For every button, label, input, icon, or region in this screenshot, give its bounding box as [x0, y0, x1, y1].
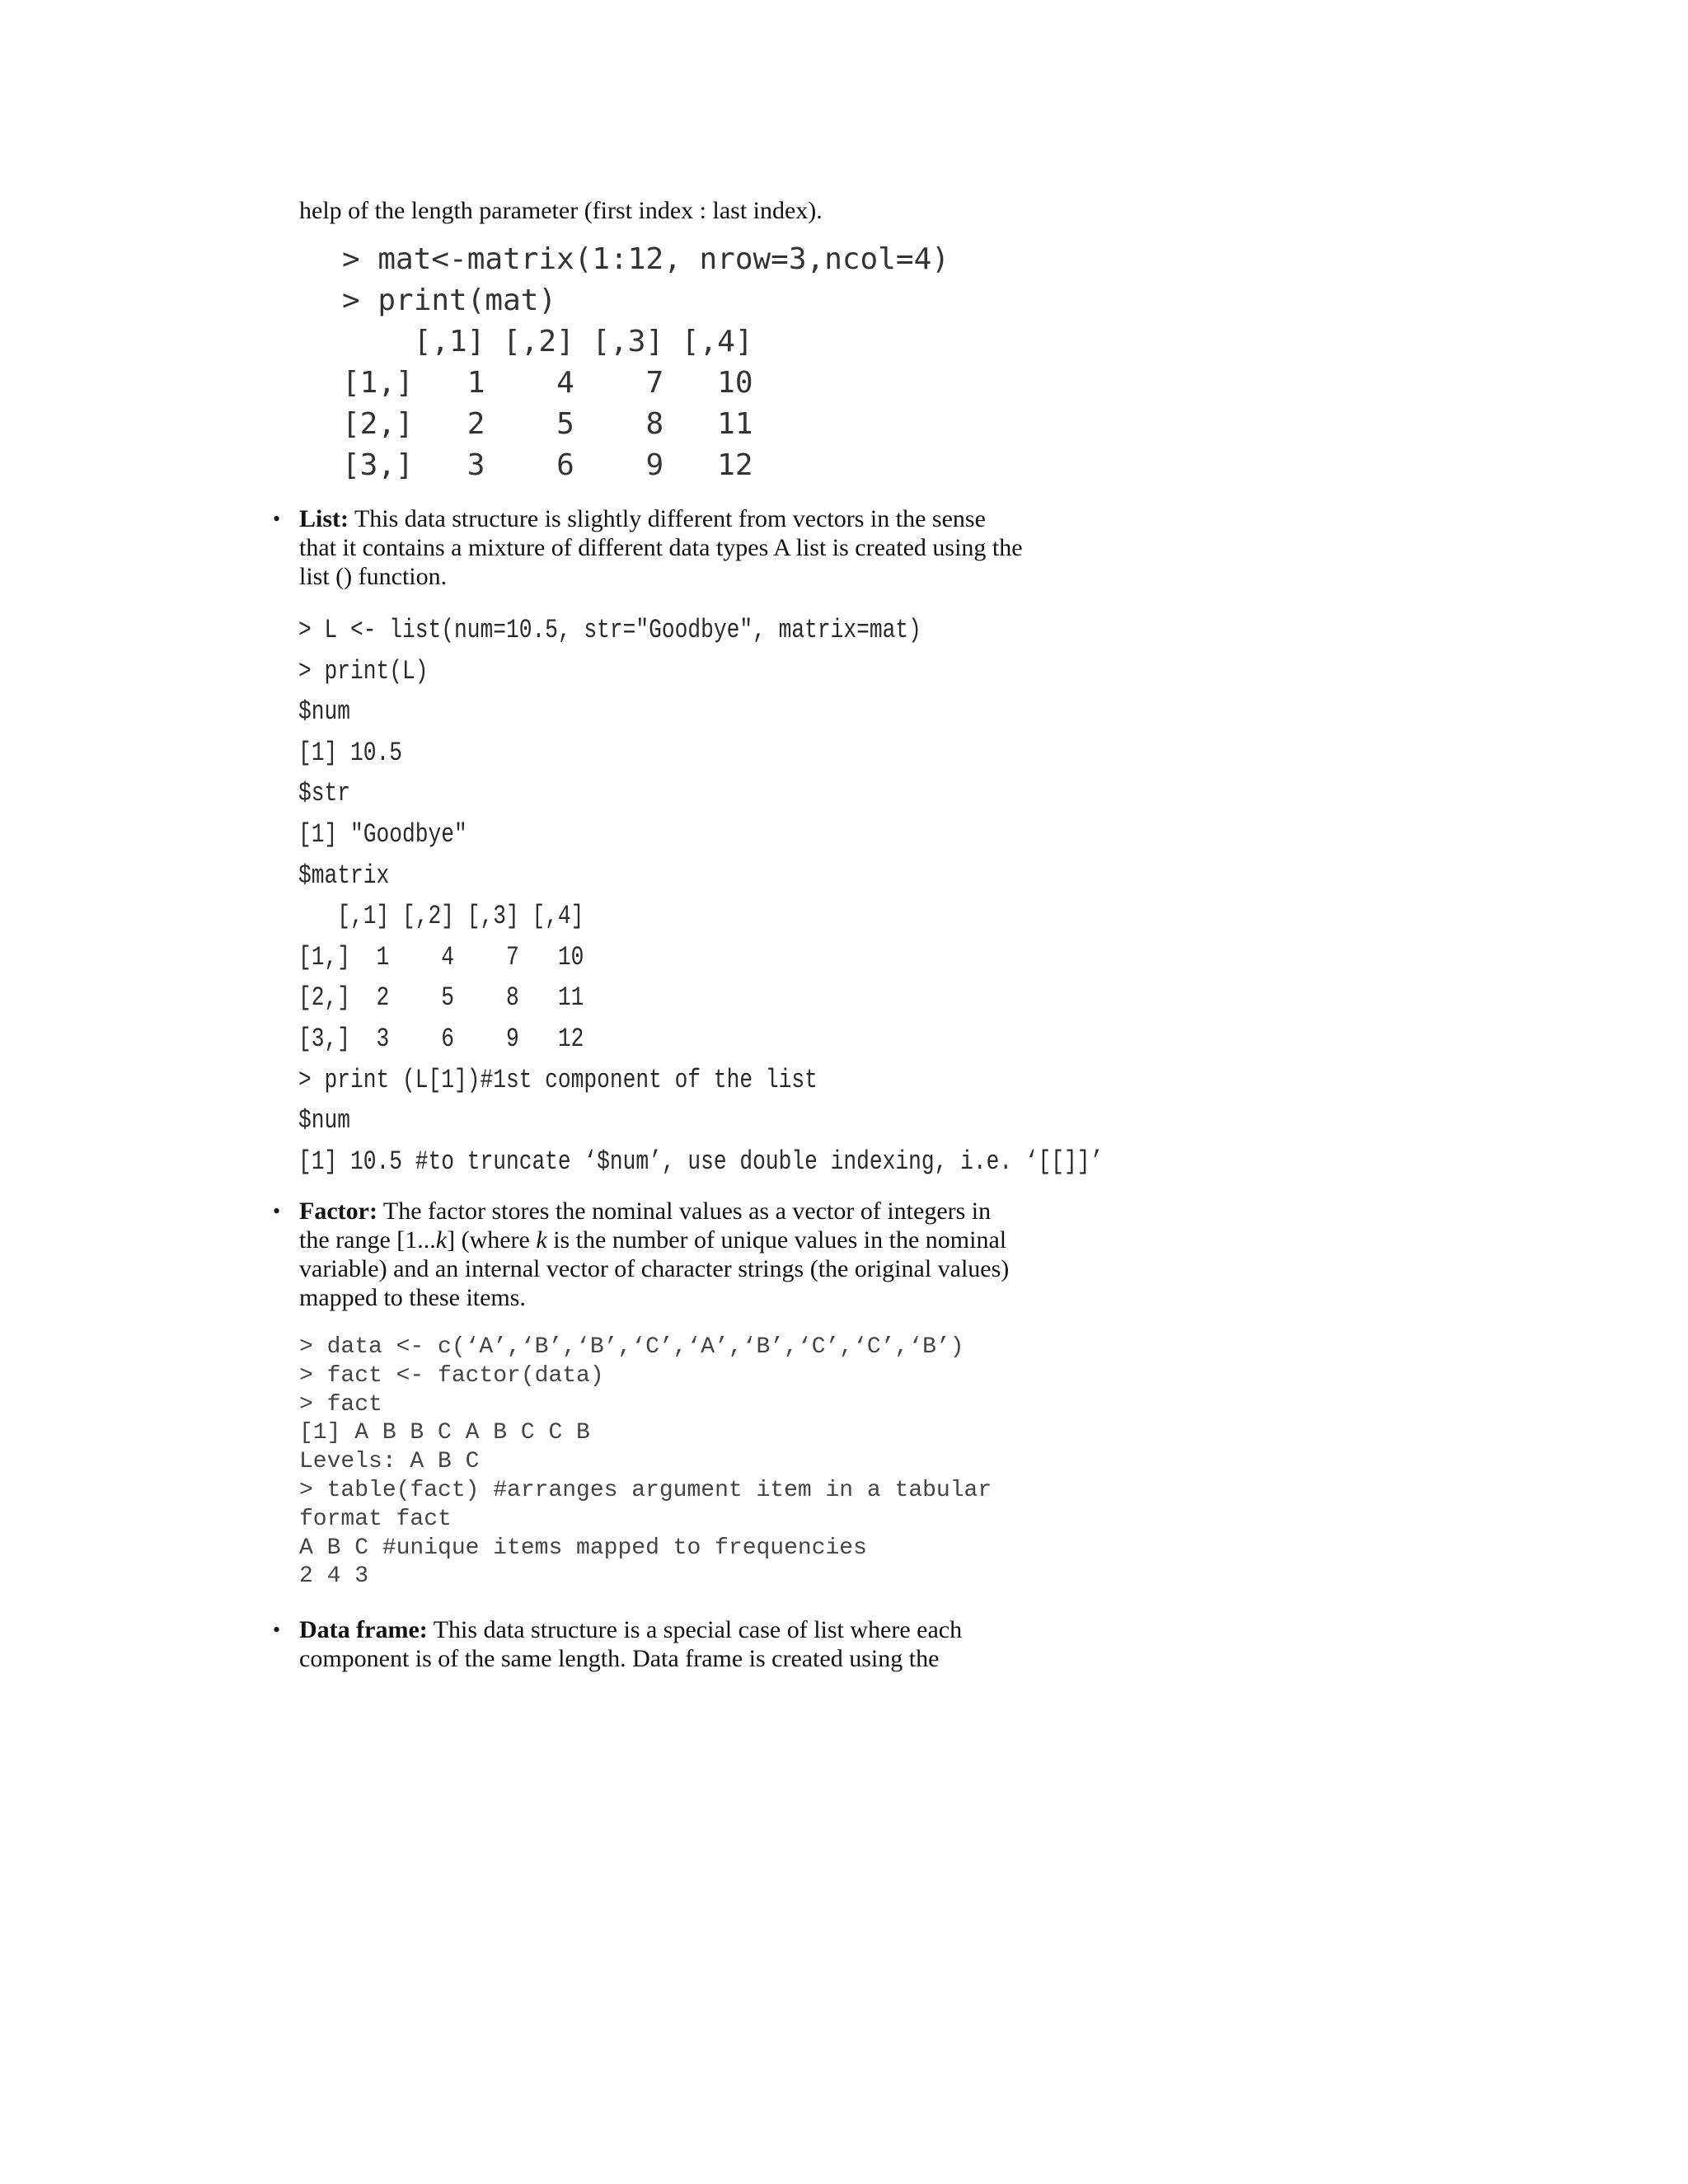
factor-k-italic: k — [536, 1226, 547, 1254]
factor-text: is the number of unique values in the nominal variable) and an internal vector of character strings (the original values) mapped to these items. — [299, 1226, 1010, 1311]
code-line: > fact <- factor(data) — [299, 1362, 604, 1389]
code-line: [,1] [,2] [,3] [,4] — [298, 901, 584, 932]
code-line: [1,] 1 4 7 10 — [298, 941, 584, 972]
code-line: A B C #unique items mapped to frequencies — [299, 1535, 867, 1561]
code-line: $num — [298, 1105, 350, 1137]
code-line: [1] "Goodbye" — [298, 818, 467, 850]
code-line: [2,] 2 5 8 11 — [298, 982, 584, 1014]
factor-text: ] (where — [447, 1226, 537, 1254]
code-line: > print (L[1])#1st component of the list — [298, 1064, 818, 1095]
code-line: format fact — [299, 1506, 452, 1532]
list-heading: List: — [299, 505, 349, 532]
code-line: $str — [298, 778, 350, 809]
dataframe-bullet-item — [273, 1615, 1025, 1673]
list-description: This data structure is slightly different from vectors in the sense that it contains a mixture of different data types A list is created using the list () function. — [299, 505, 1023, 590]
code-line: [1] A B B C A B C C B — [299, 1420, 590, 1446]
list-bullet-item — [273, 504, 1025, 591]
factor-code-block — [299, 1333, 992, 1591]
factor-heading: Factor: — [299, 1197, 377, 1225]
code-line: 2 4 3 — [299, 1563, 369, 1590]
intro-paragraph: help of the length parameter (first index : last index). — [299, 197, 823, 224]
bullet-icon: • — [273, 1618, 281, 1642]
code-line: > print(L) — [298, 655, 429, 687]
dataframe-description: This data structure is a special case of list where each component is of the same length. Data frame is created using the — [299, 1616, 963, 1672]
code-line: > table(fact) #arranges argument item in a tabular — [299, 1477, 992, 1503]
dataframe-heading: Data frame: — [299, 1616, 428, 1643]
code-line: [1] 10.5 — [298, 737, 402, 768]
bullet-icon: • — [273, 507, 281, 531]
code-line: > L <- list(num=10.5, str="Goodbye", matrix=mat) — [298, 615, 921, 645]
code-line: > print(mat) — [342, 284, 557, 317]
code-line: Levels: A B C — [299, 1449, 480, 1475]
code-line: [1] 10.5 #to truncate ‘$num’, use double indexing, i.e. ‘[[]]’ — [298, 1146, 1104, 1177]
list-code-block — [298, 610, 1103, 1182]
code-line: > mat<-matrix(1:12, nrow=3,ncol=4) — [342, 242, 950, 276]
factor-text: The factor stores the nominal values as a vector of integers in the range [1... — [299, 1197, 992, 1254]
factor-k-italic: k — [435, 1226, 448, 1254]
code-line: [,1] [,2] [,3] [,4] — [342, 325, 753, 359]
code-line: [3,] 3 6 9 12 — [298, 1023, 584, 1054]
bullet-icon: • — [273, 1199, 281, 1223]
code-line: $matrix — [298, 860, 390, 891]
code-line: [2,] 2 5 8 11 — [342, 407, 753, 441]
factor-bullet-item — [273, 1197, 1025, 1312]
matrix-code-block — [342, 239, 950, 486]
code-line: > fact — [299, 1391, 382, 1418]
code-line: > data <- c(‘A’,‘B’,‘B’,‘C’,‘A’,‘B’,‘C’,‘C’,‘B’) — [299, 1334, 964, 1360]
code-line: [3,] 3 6 9 12 — [342, 448, 753, 482]
code-line: [1,] 1 4 7 10 — [342, 366, 753, 400]
code-line: $num — [298, 696, 350, 728]
